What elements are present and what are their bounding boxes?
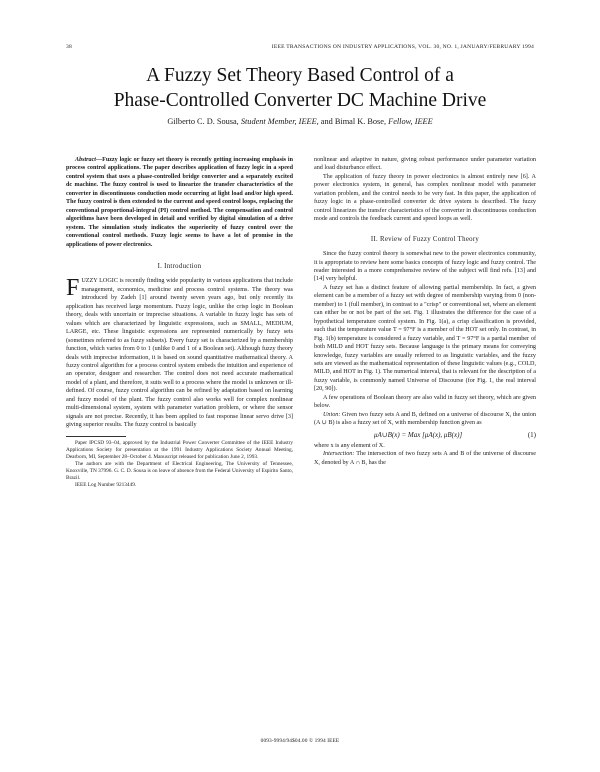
right-column bbox=[314, 156, 536, 467]
intersection-label: Intersection: bbox=[323, 451, 355, 458]
union-label: Union: bbox=[323, 411, 341, 418]
journal-citation: IEEE TRANSACTIONS ON INDUSTRY APPLICATIONS, VOL. 30, NO. 1, JANUARY/FEBRUARY 1994 bbox=[271, 44, 534, 50]
footnote-2: The authors are with the Department of Electrical Engineering, The University of Tennessee, Knoxville, TN 37996. G. C. D. Sousa is on leave of absence from the Federal University of Espirito Santo, Brazil. bbox=[66, 460, 293, 481]
abstract bbox=[66, 156, 293, 249]
footnote-block bbox=[66, 436, 293, 489]
title-line-2: Phase-Controlled Converter DC Machine Drive bbox=[113, 90, 487, 111]
footnote-1: Paper IPCSD 93–04, approved by the Industrial Power Converter Committee of the IEEE Industry Applications Society for presentation at the 1991 Industry Applications Society Annual Meeting, Dearborn, MI, September 28–October 4. Manuscript released for publication June 2, 1993. bbox=[66, 439, 293, 460]
paragraph-application: The application of fuzzy theory in power electronics is almost entirely new [6]. A power electronics system, in general, has complex nonlinear model with parameter variation problem, and the control needs to be very fast. In this paper, the application of fuzzy logic in a phase-controlled converter dc drive system is described. The fuzzy control linearizes the transfer characteristics of the converter in discontinuous conduction mode and controls the feedback current and speed loops as well. bbox=[314, 173, 536, 223]
footnote-rule bbox=[66, 436, 126, 437]
page-number: 38 bbox=[66, 44, 72, 50]
author-conjunction: and bbox=[318, 117, 335, 126]
section-1-heading: I. Introduction bbox=[157, 262, 202, 270]
author-2-role: Fellow, IEEE bbox=[388, 117, 433, 126]
equation-1 bbox=[314, 428, 536, 442]
copyright-line: 0093-9994/94$04.00 © 1994 IEEE bbox=[260, 738, 340, 744]
intro-text: UZZY LOGIC is recently finding wide popularity in various applications that include management, economics, medicine and process control systems. The theory was introduced by Zadeh [1] around twenty seven years ago, but only recently its application has received large momentum. Fuzzy logic, unlike the crisp logic in Boolean theory, deals with uncertain or imprecise situations. A variable in fuzzy logic has sets of values which are characterized by linguistic expressions, such as SMALL, MEDIUM, LARGE, etc. These linguistic expressions are represented numerically by fuzzy sets (sometimes referred to as fuzzy subsets). Every fuzzy set is characterized by a membership function, which varies from 0 to 1 (unlike 0 and 1 of a Boolean set). Although fuzzy theory deals with imprecise information, it is based on sound quantitative mathematical theory. A fuzzy control algorithm for a process control system embeds the intuition and experience of an operator, designer and researcher. The control does not need accurate mathematical model of a plant, and therefore, it suits well to a process where the model is unknown or ill-defined. Of course, fuzzy control algorithm can be refined by adaptation based on learning and fuzzy model of the plant. The fuzzy control also works well for complex nonlinear multi-dimensional system, system with parameter variation problem, or where the sensor signals are not precise. Recently, it has been applied to fast response linear servo drive [3] giving superior results. The fuzzy control is basically bbox=[66, 278, 293, 429]
paragraph-fuzzy-set: A fuzzy set has a distinct feature of allowing partial membership. In fact, a given element can be a member of a fuzzy set with degree of membership varying from 0 (non-member) to 1 (full member), in contrast to a "crisp" or conventional set, where an element can either be or not be part of the set. Fig. 1 illustrates the difference for the case of a hypothetical temperature control system. In Fig. 1(a), a crisp classification is provided, such that the temperature value T = 97°F is a member of the HOT set only. In contrast, in Fig. 1(b) temperature is considered a fuzzy variable, and T = 97°F is a partial member of both MILD and HOT fuzzy sets. Because language is the primary means for conveying knowledge, fuzzy variables are usually referred to as linguistic variables, and the fuzzy sets are viewed as the mathematical representation of these linguistic values (e.g., COLD, MILD, and HOT in Fig. 1). The numerical interval, that is relevant for the description of a fuzzy variable, is commonly named Universe of Discourse (for Fig. 1, the real interval [20, 90]). bbox=[314, 284, 536, 393]
paragraph-operations: A few operations of Boolean theory are also valid in fuzzy set theory, which are given below. bbox=[314, 394, 536, 410]
author-1-role: Student Member, IEEE, bbox=[240, 117, 319, 126]
author-2-name: Bimal K. Bose, bbox=[334, 117, 387, 126]
paragraph-where: where x is any element of X. bbox=[314, 442, 385, 449]
footnote-3: IEEE Log Number 9213449. bbox=[75, 481, 137, 488]
paragraph-union bbox=[314, 411, 536, 428]
intersection-text: The intersection of two fuzzy sets A and B of the universe of discourse X, denoted by A ∩ B, has the bbox=[314, 451, 536, 466]
left-column bbox=[66, 156, 293, 489]
paper-title bbox=[40, 63, 560, 113]
paragraph-review: Since the fuzzy control theory is somewhat new to the power electronics community, it is appropriate to review here some basics concepts of fuzzy logic and fuzzy control. The reader interested in a more comprehensive review of the subject will find refs. [13] and [14] very helpful. bbox=[314, 251, 536, 283]
continued-paragraph: nonlinear and adaptive in nature, giving robust performance under parameter variation and load disturbance effect. bbox=[314, 157, 536, 172]
union-text: Given two fuzzy sets A and B, defined on a universe of discourse X, the union (A ∪ B) is also a fuzzy set of X, with membership function given as bbox=[314, 411, 536, 427]
drop-cap: F bbox=[66, 275, 80, 302]
equation-body: μA∪B(x) = Max [μA(x), μB(x)] bbox=[374, 430, 463, 439]
abstract-text: Fuzzy logic or fuzzy set theory is recently getting increasing emphasis in process control applications. The paper describes application of fuzzy logic in a speed control system that uses a phase-controlled bridge converter and a separately excited dc machine. The fuzzy control is used to linearize the transfer characteristics of the converter in discontinuous conduction mode occurring at light load and/or high speed. The fuzzy control is then extended to the current and speed control loops, replacing the conventional proportional-integral (PI) control method. The compensation and control algorithms have been developed in detail and verified by digital simulation of a drive system. The simulation study indicates the superiority of fuzzy control over the conventional control methods. Fuzzy logic seems to have a lot of promise in the applications of power electronics. bbox=[66, 157, 293, 248]
abstract-label: Abstract— bbox=[75, 157, 103, 163]
running-head bbox=[66, 44, 534, 54]
intro-paragraph bbox=[66, 277, 293, 429]
equation-number: (1) bbox=[527, 430, 536, 439]
section-2-heading: II. Review of Fuzzy Control Theory bbox=[370, 235, 480, 243]
paragraph-intersection bbox=[314, 450, 536, 467]
author-line bbox=[40, 117, 560, 126]
title-line-1: A Fuzzy Set Theory Based Control of a bbox=[146, 65, 454, 86]
author-1-name: Gilberto C. D. Sousa, bbox=[167, 117, 239, 126]
